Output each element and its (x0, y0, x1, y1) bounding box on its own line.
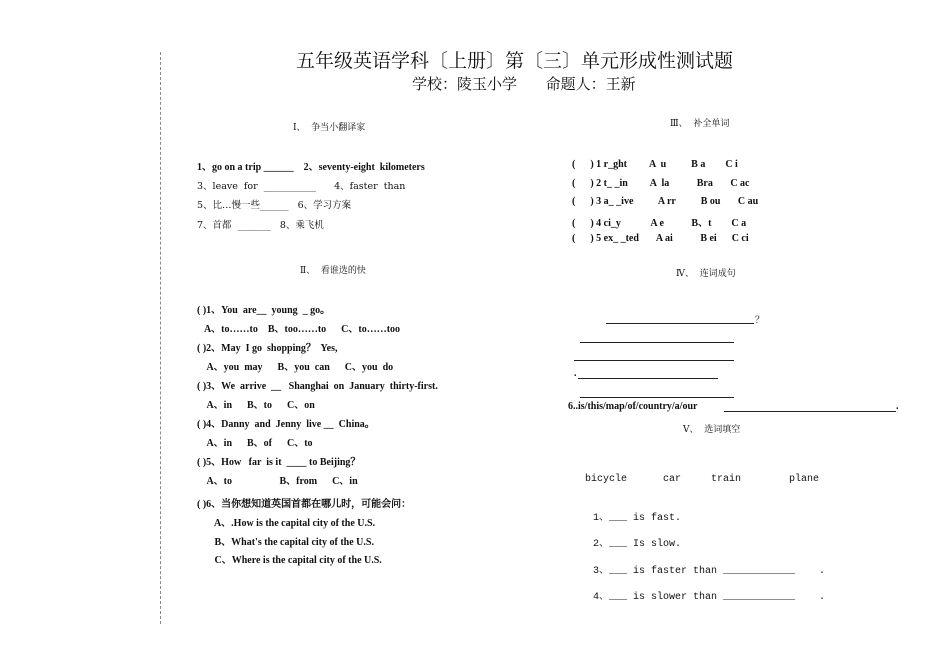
s4-q3-prefix: . (574, 368, 577, 379)
s4-answer-line-6[interactable] (724, 411, 896, 412)
s4-answer-line-3[interactable] (574, 360, 734, 361)
s5-q1: 1、___ is fast. (593, 513, 682, 524)
s5-q3: 3、___ is faster than ____________ . (593, 566, 826, 577)
s4-q1-end: ？ (755, 315, 765, 326)
s1-line-2: 3、leave for ___________ 4、faster than (197, 181, 406, 192)
s2-q6: ( )6、当你想知道英国首都在哪儿时，可能会问： (197, 499, 412, 510)
s5-q4: 4、___ is slower than ____________ . (593, 592, 826, 603)
s4-answer-line-2[interactable] (580, 342, 734, 343)
s3-q4: ( ) 4 ci_y A e B、t C a (572, 218, 747, 229)
s2-q6-option-b: B、What's the capital city of the U.S. (197, 537, 374, 548)
s2-q5: ( )5、How far is it ____ to Beijing？ (197, 457, 361, 468)
s4-answer-line-1[interactable] (606, 323, 754, 324)
binding-margin-line (160, 52, 161, 624)
s1-line-1: 1、go on a trip ______ 2、seventy-eight kilometers (197, 162, 425, 173)
s2-q3: ( )3、We arrive __ Shanghai on January thirty-first. (197, 381, 438, 392)
s2-q4-options: A、in B、of C、to (197, 438, 313, 449)
section4-heading: Ⅳ、 连词成句 (676, 269, 736, 279)
s3-q2: ( ) 2 t_ _in A la Bra C ac (572, 178, 750, 189)
s2-q6-option-a: A、.How is the capital city of the U.S. (197, 518, 376, 529)
s4-answer-line-4[interactable] (578, 378, 718, 379)
s3-q5: ( ) 5 ex_ _ted A ai B ei C ci (572, 233, 749, 244)
s4-q6-words: 6..is/this/map/of/country/a/our (568, 401, 698, 412)
s1-line-4: 7、首都 _______ 8、乘飞机 (197, 220, 324, 231)
s2-q6-option-c: C、Where is the capital city of the U.S. (197, 555, 382, 566)
s2-q2-options: A、you may B、you can C、you do (197, 362, 394, 373)
section1-heading: Ⅰ、 争当小翻译家 (293, 123, 366, 133)
s4-q6-end: . (896, 401, 899, 412)
s5-word-bank: bicycle car train plane (585, 474, 820, 485)
page-title: 五年级英语学科〔上册〕第〔三〕单元形成性测试题 (296, 50, 734, 72)
page-subtitle: 学校：陵玉小学 命题人：王新 (412, 75, 636, 93)
s2-q1: ( )1、You are__ young _ go。 (197, 305, 331, 316)
s2-q4: ( )4、Danny and Jenny live __ China。 (197, 419, 375, 430)
s3-q1: ( ) 1 r_ght A u B a C i (572, 159, 738, 170)
s2-q5-options: A、to B、from C、in (197, 476, 358, 487)
section3-heading: Ⅲ、 补全单词 (670, 119, 730, 129)
s1-line-3: 5、比…慢一些______ 6、学习方案 (197, 200, 352, 211)
s5-q2: 2、___ Is slow. (593, 539, 682, 550)
s3-q3: ( ) 3 a_ _ive A rr B ou C au (572, 196, 759, 207)
section5-heading: Ⅴ、 选词填空 (683, 425, 741, 435)
section2-heading: Ⅱ、 看谁选的快 (300, 266, 366, 276)
s2-q3-options: A、in B、to C、on (197, 400, 315, 411)
s4-answer-line-5[interactable] (580, 397, 734, 398)
s2-q1-options: A、to……to B、too……to C、to……too (197, 324, 401, 335)
s2-q2: ( )2、May I go shopping？ Yes, (197, 343, 338, 354)
